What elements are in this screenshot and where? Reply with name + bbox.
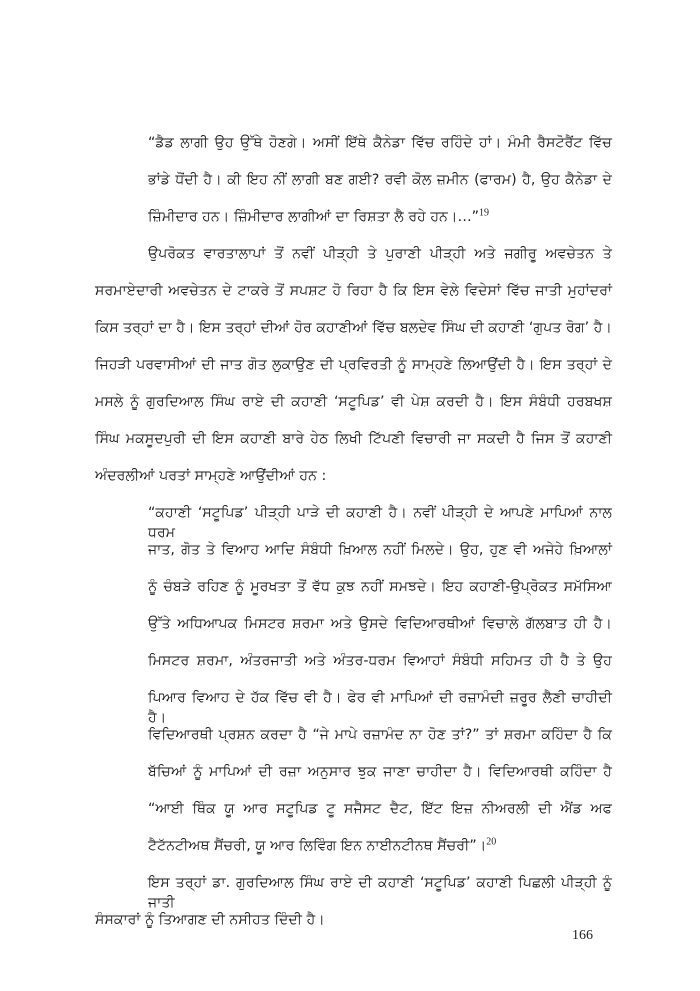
paragraph-line	[95, 392, 612, 412]
footnote-ref: 20	[486, 836, 497, 848]
line-text: ਟੈਟੱਨਟੀਅਥ ਸੈਂਚਰੀ, ਯੂ ਆਰ ਲਿਵਿੰਗ ਇਨ ਨਾਈਨਟੀਨਥ ਸੈਂਚਰੀ”।	[148, 838, 487, 854]
line-text: ਭਾਂਡੇ ਧੋਂਦੀ ਹੈ। ਕੀ ਇਹ ਨੀਂ ਲਾਗੀ ਬਣ ਗਈ? ਰਵੀ ਕੋਲ ਜ਼ਮੀਨ (ਫਾਰਮ) ਹੈ, ਉਹ ਕੈਨੇਡਾ ਦੇ	[148, 172, 612, 188]
paragraph-line	[95, 355, 612, 375]
quote-line	[148, 614, 612, 634]
footnote-ref: 19	[479, 207, 490, 219]
line-text: “ਕਹਾਣੀ ‘ਸਟੂਪਿਡ’ ਪੀੜ੍ਹੀ ਪਾੜੇ ਦੀ ਕਹਾਣੀ ਹੈ। ਨਵੀਂ ਪੀੜ੍ਹੀ ਦੇ ਆਪਣੇ ਮਾਪਿਆਂ ਨਾਲ ਧਰਮ	[148, 505, 612, 541]
quote-line	[148, 503, 612, 543]
line-text: ਨੂੰ ਚੰਬੜੇ ਰਹਿਣ ਨੂੰ ਮੂਰਖਤਾ ਤੋਂ ਵੱਧ ਕੁਝ ਨਹੀਂ ਸਮਝਦੇ। ਇਹ ਕਹਾਣੀ-ਉਪ੍ਰੋਕਤ ਸਮੱਸਿਆ	[148, 579, 612, 595]
line-text: “ਆਈ ਥਿੰਕ ਯੂ ਆਰ ਸਟੂਪਿਡ ਟੂ ਸਜੈਸਟ ਦੈਟ, ਇੱਟ ਇਜ਼ ਨੀਅਰਲੀ ਦੀ ਐਂਡ ਅਫ	[148, 801, 612, 817]
line-text: ਵਿਦਿਆਰਥੀ ਪ੍ਰਸ਼ਨ ਕਰਦਾ ਹੈ “ਜੇ ਮਾਪੇ ਰਜ਼ਾਮੰਦ ਨਾ ਹੋਣ ਤਾਂ?” ਤਾਂ ਸ਼ਰਮਾ ਕਹਿੰਦਾ ਹੈ ਕਿ	[148, 727, 612, 743]
line-text: ਜਿਹੜੀ ਪਰਵਾਸੀਆਂ ਦੀ ਜਾਤ ਗੋਤ ਲੁਕਾਉਣ ਦੀ ਪ੍ਰਵਿਰਤੀ ਨੂੰ ਸਾਮ੍ਹਣੇ ਲਿਆਉਂਦੀ ਹੈ। ਇਸ ਤਰ੍ਹਾਂ ਦੇ	[95, 357, 612, 373]
line-text: ਉੱਤੇ ਅਧਿਆਪਕ ਮਿਸਟਰ ਸ਼ਰਮਾ ਅਤੇ ਉਸਦੇ ਵਿਦਿਆਰਥੀਆਂ ਵਿਚਾਲੇ ਗੱਲਬਾਤ ਹੀ ਹੈ।	[148, 616, 612, 632]
quote-line	[148, 207, 489, 227]
line-text: ਅੰਦਰਲੀਆਂ ਪਰਤਾਂ ਸਾਮ੍ਹਣੇ ਆਉਂਦੀਆਂ ਹਨ :	[95, 468, 327, 484]
line-text: ਮਿਸਟਰ ਸ਼ਰਮਾ, ਅੰਤਰਜਾਤੀ ਅਤੇ ਅੰਤਰ-ਧਰਮ ਵਿਆਹਾਂ ਸੰਬੰਧੀ ਸਹਿਮਤ ਹੀ ਹੈ ਤੇ ਉਹ	[148, 653, 612, 669]
line-text: ਜਾਤ, ਗੋਤ ਤੇ ਵਿਆਹ ਆਦਿ ਸੰਬੰਧੀ ਖ਼ਿਆਲ ਨਹੀਂ ਮਿਲਦੇ। ਉਹ, ਹੁਣ ਵੀ ਅਜੇਹੇ ਖ਼ਿਆਲਾਂ	[148, 542, 612, 558]
paragraph-line	[95, 910, 325, 930]
quote-line	[148, 799, 612, 819]
quote-line	[148, 836, 496, 856]
paragraph-line	[95, 318, 612, 338]
quote-line	[148, 725, 612, 745]
quote-line	[148, 170, 612, 190]
line-text: ਮਸਲੇ ਨੂੰ ਗੁਰਦਿਆਲ ਸਿੰਘ ਰਾਏ ਦੀ ਕਹਾਣੀ ‘ਸਟੂਪਿਡ’ ਵੀ ਪੇਸ਼ ਕਰਦੀ ਹੈ। ਇਸ ਸੰਬੰਧੀ ਹਰਬਖਸ਼	[95, 394, 612, 410]
paragraph-line	[95, 429, 612, 449]
page-number: 166	[572, 928, 593, 943]
quote-line	[148, 577, 612, 597]
quote-line	[148, 762, 612, 782]
quote-line	[148, 133, 612, 153]
paragraph-line	[95, 466, 326, 486]
line-text: ਜ਼ਿੰਮੀਦਾਰ ਹਨ। ਜ਼ਿੰਮੀਦਾਰ ਲਾਗੀਆਂ ਦਾ ਰਿਸ਼ਤਾ ਲੈ ਰਹੇ ਹਨ।…”	[148, 209, 480, 225]
quote-line	[148, 688, 612, 728]
quote-line	[148, 540, 612, 560]
line-text: ਸਰਮਾਏਦਾਰੀ ਅਵਚੇਤਨ ਦੇ ਟਾਕਰੇ ਤੋਂ ਸਪਸ਼ਟ ਹੋ ਰਿਹਾ ਹੈ ਕਿ ਇਸ ਵੇਲੇ ਵਿਦੇਸਾਂ ਵਿੱਚ ਜਾਤੀ ਮੁਹਾਂਦਰਾਂ	[95, 283, 612, 299]
line-text: ਕਿਸ ਤਰ੍ਹਾਂ ਦਾ ਹੈ। ਇਸ ਤਰ੍ਹਾਂ ਦੀਆਂ ਹੋਰ ਕਹਾਣੀਆਂ ਵਿੱਚ ਬਲਦੇਵ ਸਿੰਘ ਦੀ ਕਹਾਣੀ ‘ਗੁਪਤ ਰੋਗ’ ਹੈ।	[95, 320, 612, 336]
quote-line	[148, 651, 612, 671]
line-text: ਉਪਰੋਕਤ ਵਾਰਤਾਲਾਪਾਂ ਤੋਂ ਨਵੀਂ ਪੀੜ੍ਹੀ ਤੇ ਪੁਰਾਣੀ ਪੀੜ੍ਹੀ ਅਤੇ ਜਗੀਰੂ ਅਵਚੇਤਨ ਤੇ	[148, 246, 612, 262]
line-text: ਬੱਚਿਆਂ ਨੂੰ ਮਾਪਿਆਂ ਦੀ ਰਜ਼ਾ ਅਨੁਸਾਰ ਝੁਕ ਜਾਣਾ ਚਾਹੀਦਾ ਹੈ। ਵਿਦਿਆਰਥੀ ਕਹਿੰਦਾ ਹੈ	[148, 764, 612, 780]
paragraph-line	[148, 244, 612, 264]
line-text: ਸਿੰਘ ਮਕਸੂਦਪੁਰੀ ਦੀ ਇਸ ਕਹਾਣੀ ਬਾਰੇ ਹੇਠ ਲਿਖੀ ਟਿੱਪਣੀ ਵਿਚਾਰੀ ਜਾ ਸਕਦੀ ਹੈ ਜਿਸ ਤੋਂ ਕਹਾਣੀ	[95, 431, 612, 447]
line-text: ਇਸ ਤਰ੍ਹਾਂ ਡਾ. ਗੁਰਦਿਆਲ ਸਿੰਘ ਰਾਏ ਦੀ ਕਹਾਣੀ ‘ਸਟੂਪਿਡ’ ਕਹਾਣੀ ਪਿਛਲੀ ਪੀੜ੍ਹੀ ਨੂੰ ਜਾਤੀ	[148, 875, 612, 911]
line-text: ਸੰਸਕਾਰਾਂ ਨੂੰ ਤਿਆਗਣ ਦੀ ਨਸੀਹਤ ਦਿੰਦੀ ਹੈ।	[95, 912, 325, 928]
line-text: ਪਿਆਰ ਵਿਆਹ ਦੇ ਹੱਕ ਵਿੱਚ ਵੀ ਹੈ। ਫੇਰ ਵੀ ਮਾਪਿਆਂ ਦੀ ਰਜ਼ਾਮੰਦੀ ਜ਼ਰੂਰ ਲੈਣੀ ਚਾਹੀਦੀ ਹੈ।	[148, 690, 612, 726]
paragraph-line	[95, 281, 612, 301]
paragraph-line	[148, 873, 612, 913]
line-text: “ਡੈਡ ਲਾਗੀ ਉਹ ਉੱਥੇ ਹੋਣਗੇ। ਅਸੀਂ ਇੱਥੇ ਕੈਨੇਡਾ ਵਿੱਚ ਰਹਿੰਦੇ ਹਾਂ। ਮੰਮੀ ਰੈਸਟੋਰੈਂਟ ਵਿੱਚ	[148, 135, 612, 151]
